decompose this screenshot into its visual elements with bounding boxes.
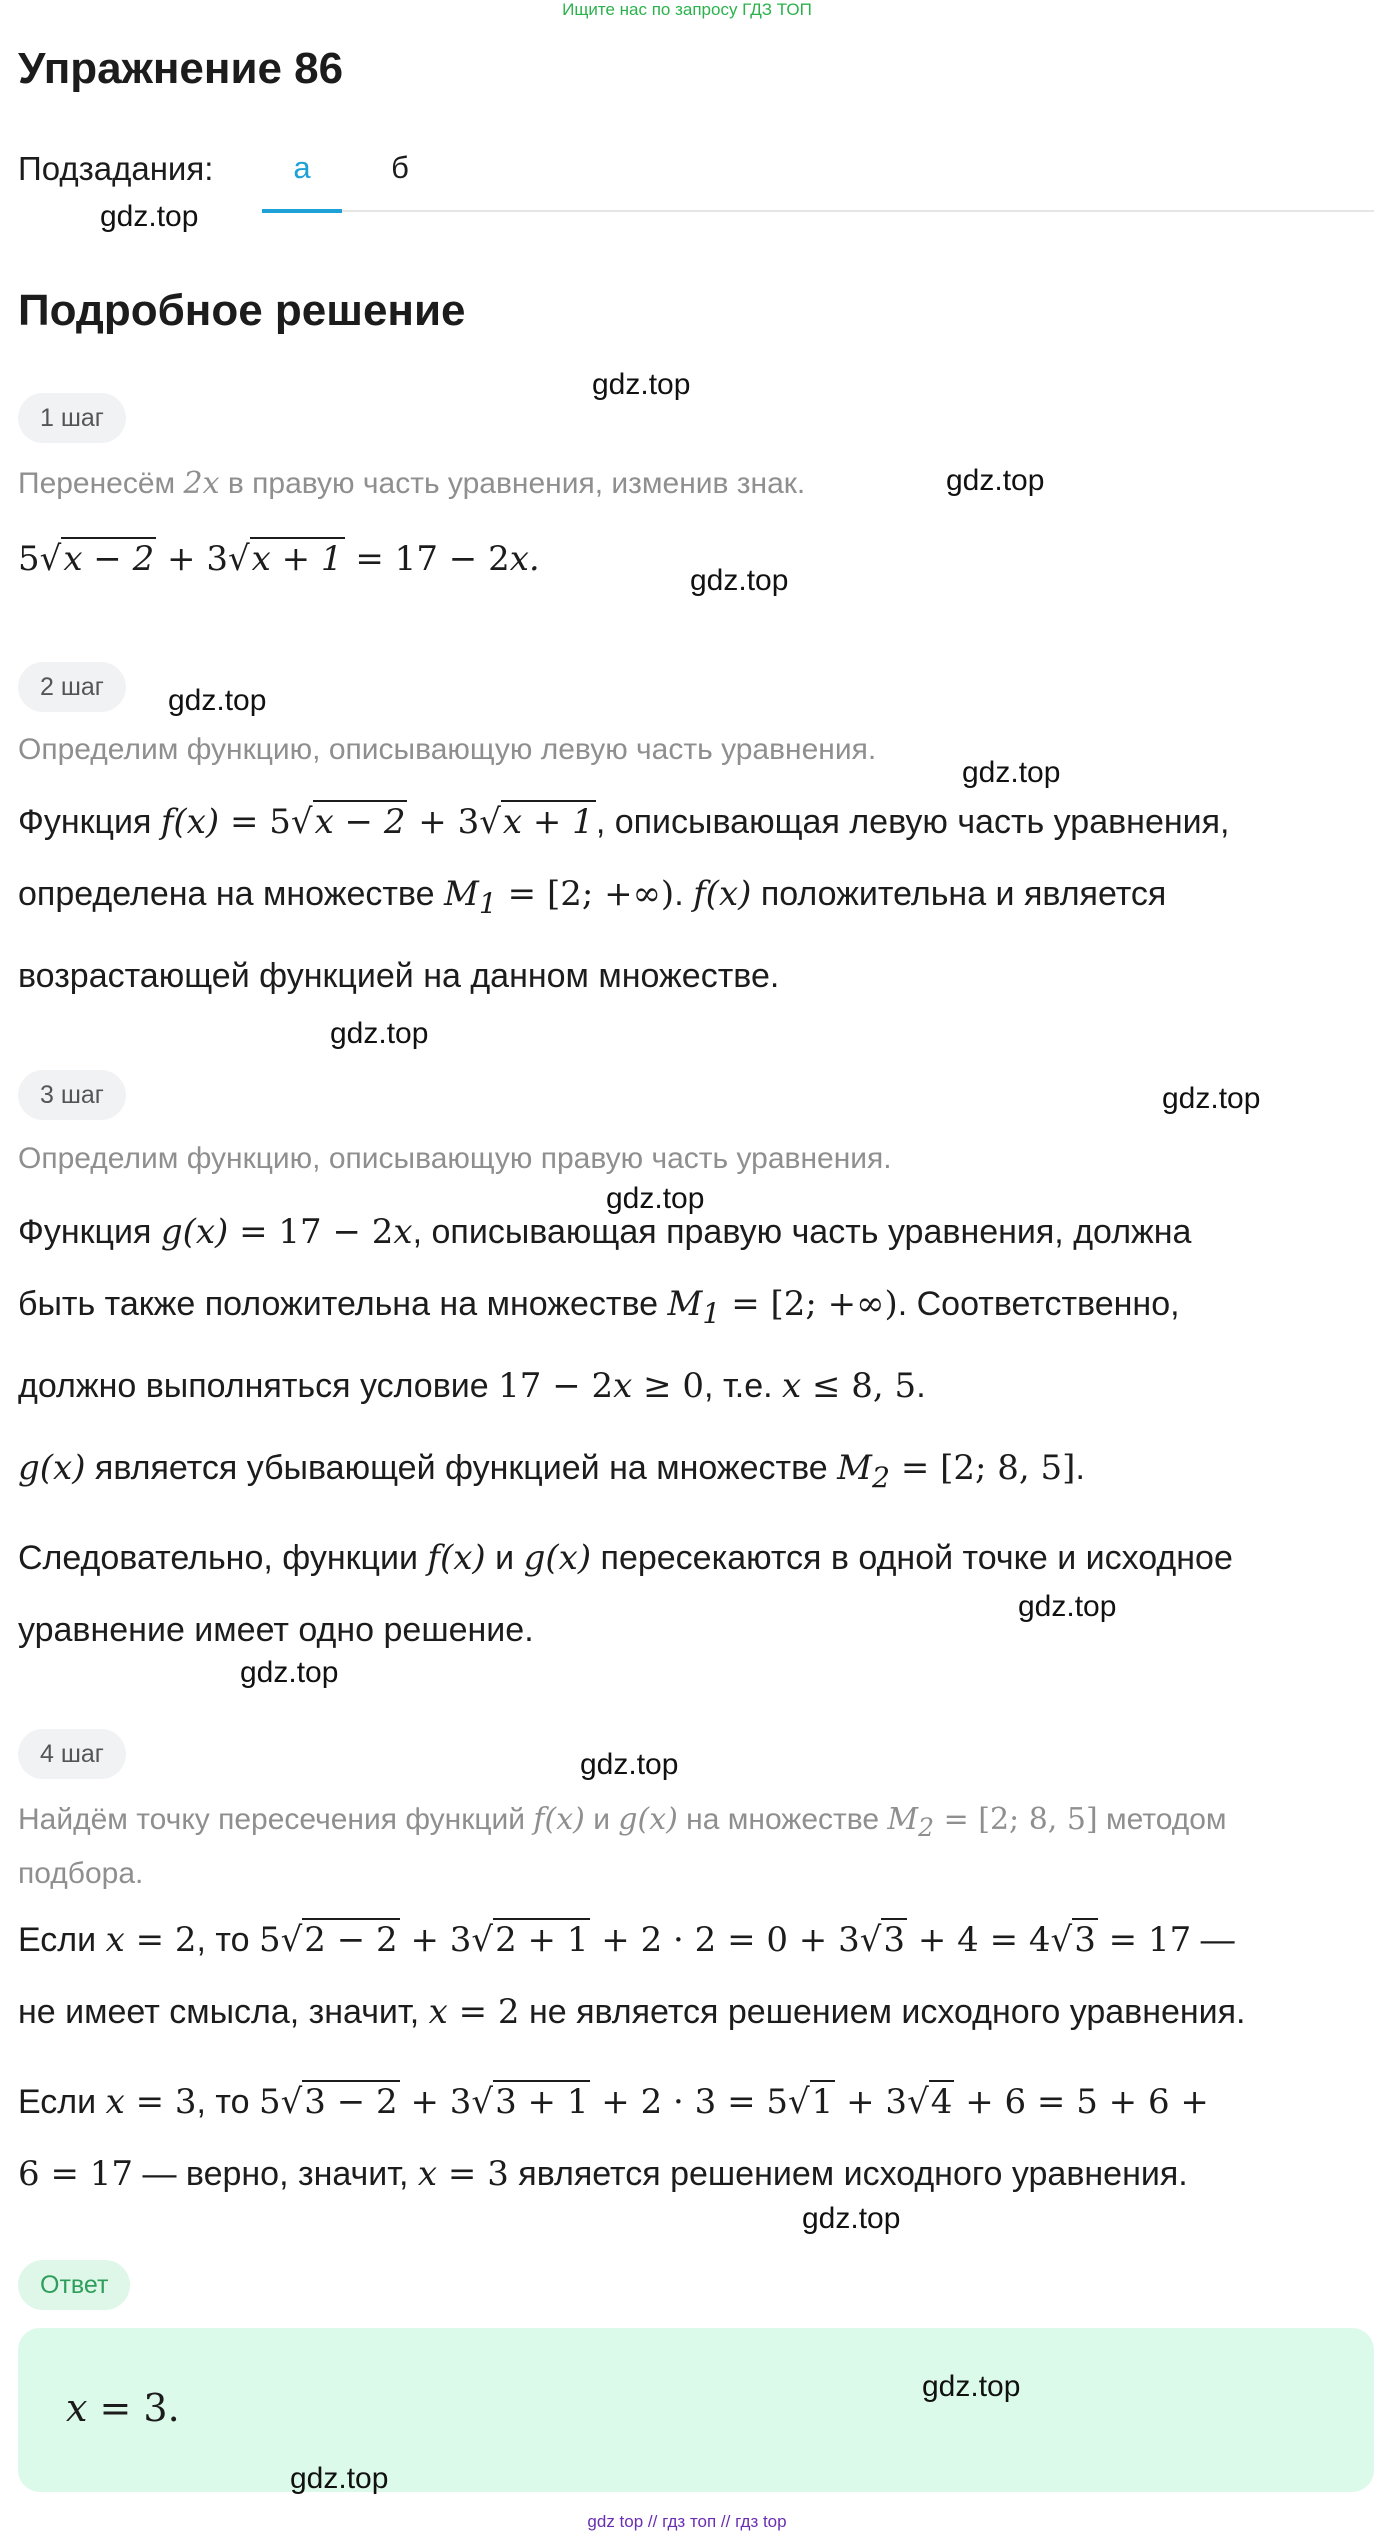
answer-badge: Ответ [18,2260,130,2310]
watermark: gdz.top [330,1017,429,1050]
equation: 5√x − 2 + 3√x + 1 = 17 − 2x. [18,539,540,579]
watermark: gdz.top [580,1748,679,1781]
step-text: Если x = 2, то 5√2 − 2 + 3√2 + 1 + 2 · 2 = 0 + 3√3 + 4 = 4√3 = 17 — не имеет смысла, значит, x = 2 не является решением исходного уравнения. [18,1920,1246,2032]
step-hint: Определим функцию, описывающую левую часть уравнения. [18,733,877,766]
footer-links[interactable]: gdz top // гдз топ // гдз top [587,2512,787,2531]
watermark: gdz.top [1018,1590,1117,1623]
step-text: Если x = 3, то 5√3 − 2 + 3√3 + 1 + 2 · 3 = 5√1 + 3√4 + 6 = 5 + 6 + 6 = 17 — верно, значит, x = 3 является решением исходного уравнения. [18,2082,1209,2194]
step-hint: Найдём точку пересечения функций f(x) и g(x) на множестве $M_2 = [2$; 8, 5] методом подбора. [18,1802,1227,1890]
watermark: gdz.top [690,564,789,597]
step-text: Следовательно, функции f(x) и g(x) пересекаются в одной точке и исходное уравнение имеет одно решение. [18,1538,1233,1649]
watermark: gdz.top [100,200,199,233]
watermark: gdz.top [168,684,267,717]
watermark: gdz.top [946,464,1045,497]
step-badge: 2 шаг [18,662,126,712]
watermark: gdz.top [240,1656,339,1689]
step-text: Функция g(x) = 17 − 2x, описывающая правую часть уравнения, должна быть также положительна на множестве $M_1 = [2$; +∞). Соответственно, должно выполняться условие 17 − 2x ≥ 0, т.е. x ≤ 8, 5. [18,1212,1192,1406]
step-badge: 4 шаг [18,1729,126,1779]
answer-box [18,2328,1374,2492]
watermark: gdz.top [606,1182,705,1215]
watermark: gdz.top [1162,1082,1261,1115]
step-hint: Определим функцию, описывающую правую часть уравнения. [18,1142,892,1175]
tabs-divider [262,210,1374,212]
subtasks-label: Подзадания: [18,150,214,187]
watermark: gdz.top [802,2202,901,2235]
watermark: gdz.top [290,2462,389,2495]
watermark: gdz.top [592,368,691,401]
top-hint: Ищите нас по запросу ГДЗ ТОП [562,0,812,19]
step-badge: 3 шаг [18,1070,126,1120]
watermark: gdz.top [962,756,1061,789]
tab-b[interactable]: б [391,150,409,185]
watermark: gdz.top [922,2370,1021,2403]
section-title: Подробное решение [18,286,466,335]
tab-a[interactable]: а [293,150,311,185]
active-tab-indicator [262,209,342,213]
step-badge: 1 шаг [18,393,126,443]
step-hint: Перенесём 2x в правую часть уравнения, изменив знак. [18,466,806,501]
step-text: Функция f(x) = 5√x − 2 + 3√x + 1, описывающая левую часть уравнения, определена на множестве $M_1 = [2$; +∞). f(x) положительна и является возрастающей функцией на данном множестве. [18,802,1230,995]
step-text: g(x) является убывающей функцией на множестве $M_2 = [2$; 8, 5]. [18,1448,1085,1494]
page-title: Упражнение 86 [18,44,344,93]
answer-value: x = 3. [66,2386,180,2430]
